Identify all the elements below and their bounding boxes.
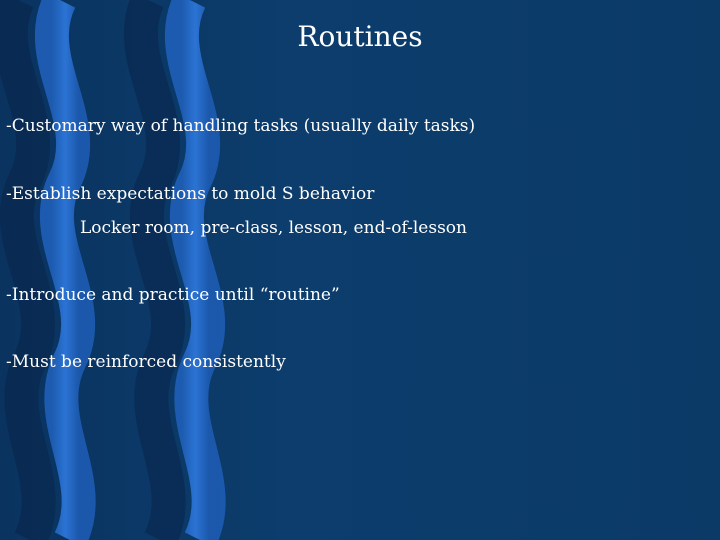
bullet-customary: -Customary way of handling tasks (usually daily tasks) [6,116,476,136]
sub-bullet-locker-room: Locker room, pre-class, lesson, end-of-lesson [80,218,467,238]
bullet-establish: -Establish expectations to mold S behavior [6,184,375,204]
wave-stripe-2 [182,0,209,540]
wave-stripe-1 [52,0,79,540]
wave-shadow-left [11,0,39,540]
bullet-introduce: -Introduce and practice until “routine” [6,285,340,305]
wave-shadow-right [141,0,169,540]
slide-title: Routines [297,20,423,53]
bullet-reinforced: -Must be reinforced consistently [6,352,286,372]
